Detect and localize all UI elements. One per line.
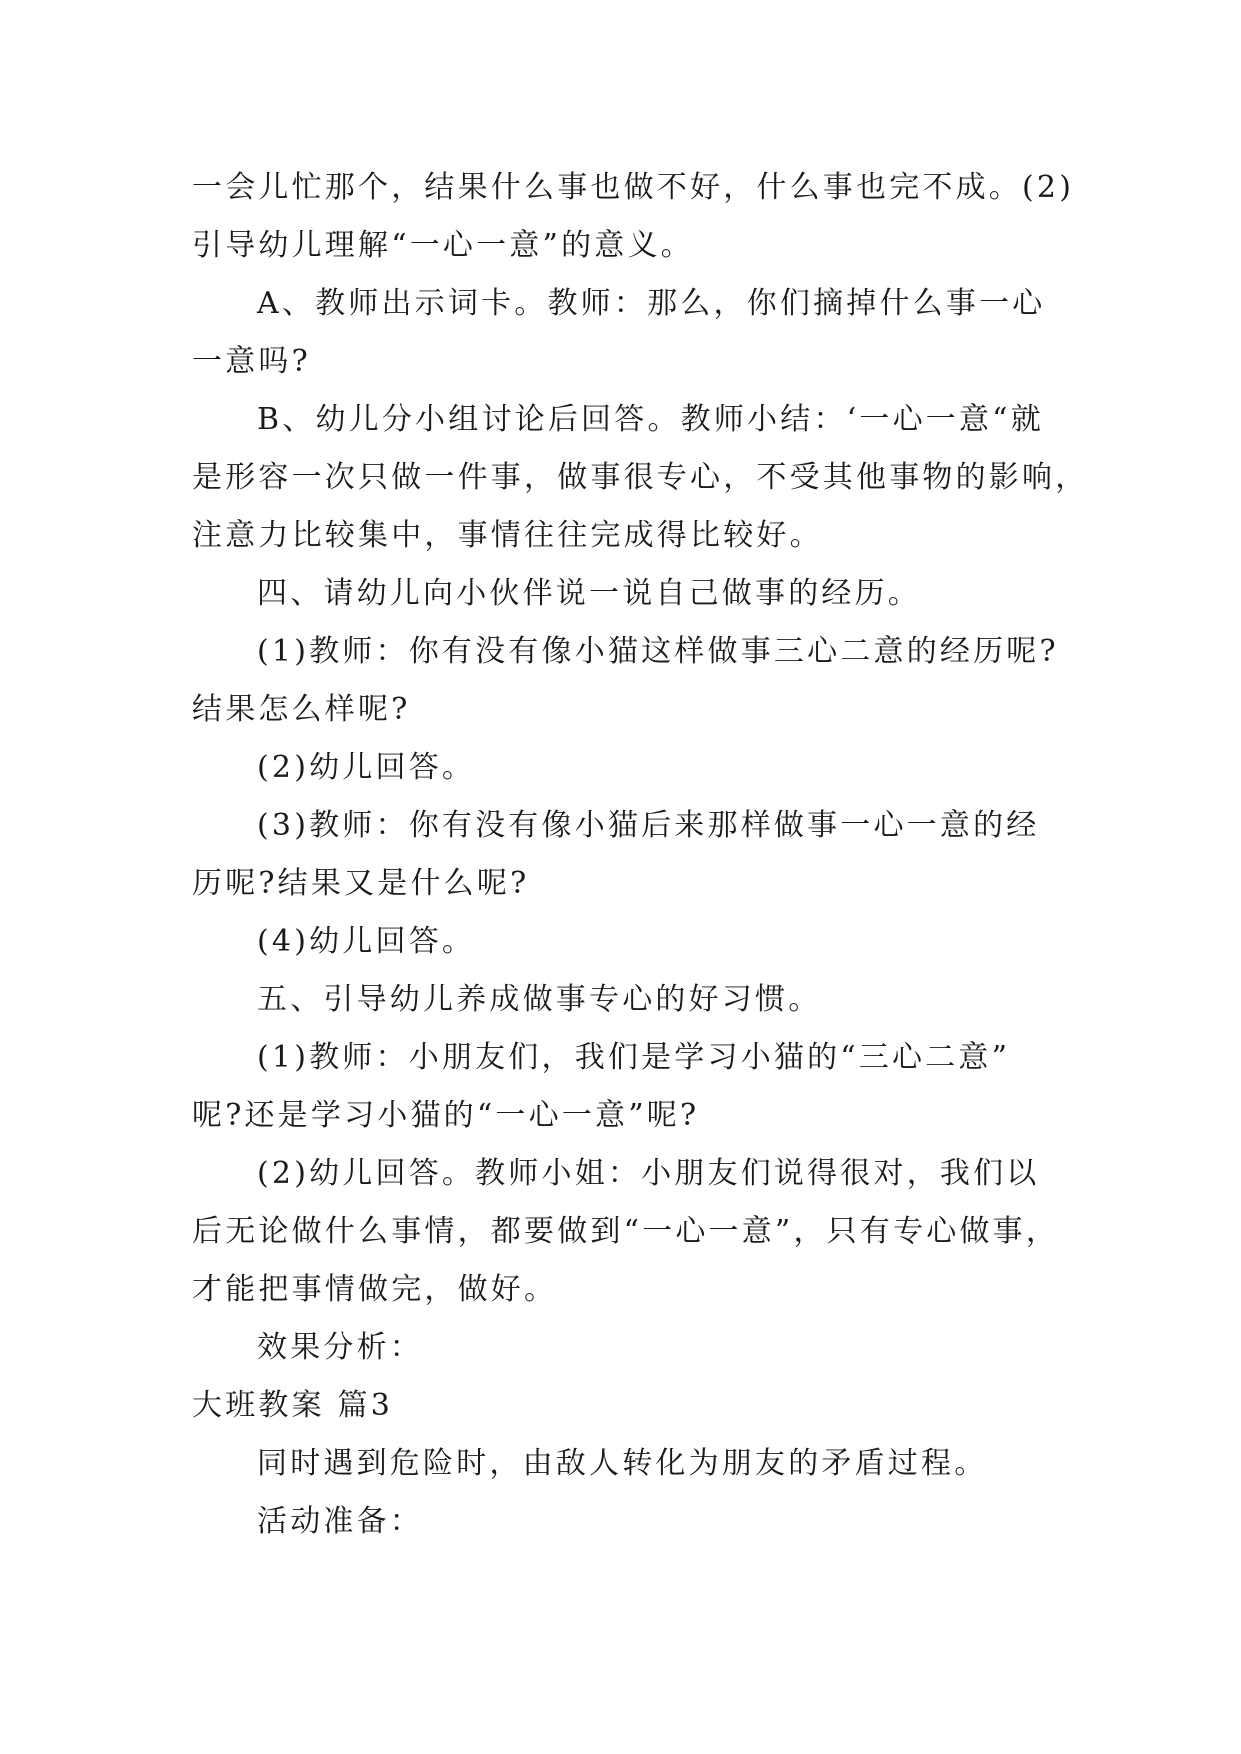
text-line-2: 引导幼儿理解“一心一意”的意义。 [192,228,694,263]
text-line-1: 一会儿忙那个，结果什么事也做不好，什么事也完不成。(2) [192,170,1075,205]
text-line-4: 一意吗? [192,344,311,379]
text-line-14: (4)幼儿回答。 [257,924,476,959]
text-line-6: 是形容一次只做一件事，做事很专心，不受其他事物的影响， [192,460,1089,495]
text-line-12: (3)教师：你有没有像小猫后来那样做事一心一意的经 [257,808,1040,843]
text-line-18: (2)幼儿回答。教师小姐：小朋友们说得很对，我们以 [257,1156,1040,1191]
text-line-9: (1)教师：你有没有像小猫这样做事三心二意的经历呢? [257,634,1059,669]
text-line-8: 四、请幼儿向小伙伴说一说自己做事的经历。 [257,576,921,611]
text-line-17: 呢?还是学习小猫的“一心一意”呢? [192,1098,700,1133]
text-line-21: 效果分析： [257,1330,423,1365]
text-line-3: A、教师出示词卡。教师：那么，你们摘掉什么事一心 [257,286,1046,321]
text-line-10: 结果怎么样呢? [192,692,411,727]
text-line-24: 活动准备： [257,1504,423,1539]
section-heading: 大班教案 篇3 [192,1388,394,1423]
text-line-16: (1)教师：小朋友们，我们是学习小猫的“三心二意” [257,1040,1011,1075]
text-line-13: 历呢?结果又是什么呢? [192,866,530,901]
text-line-23: 同时遇到危险时，由敌人转化为朋友的矛盾过程。 [257,1446,988,1481]
text-line-15: 五、引导幼儿养成做事专心的好习惯。 [257,982,822,1017]
text-line-7: 注意力比较集中，事情往往完成得比较好。 [192,518,823,553]
text-line-5: B、幼儿分小组讨论后回答。教师小结：‘一心一意“就 [257,402,1044,437]
text-line-19: 后无论做什么事情，都要做到“一心一意”，只有专心做事， [192,1214,1060,1249]
text-line-20: 才能把事情做完，做好。 [192,1272,558,1307]
text-line-11: (2)幼儿回答。 [257,750,476,785]
